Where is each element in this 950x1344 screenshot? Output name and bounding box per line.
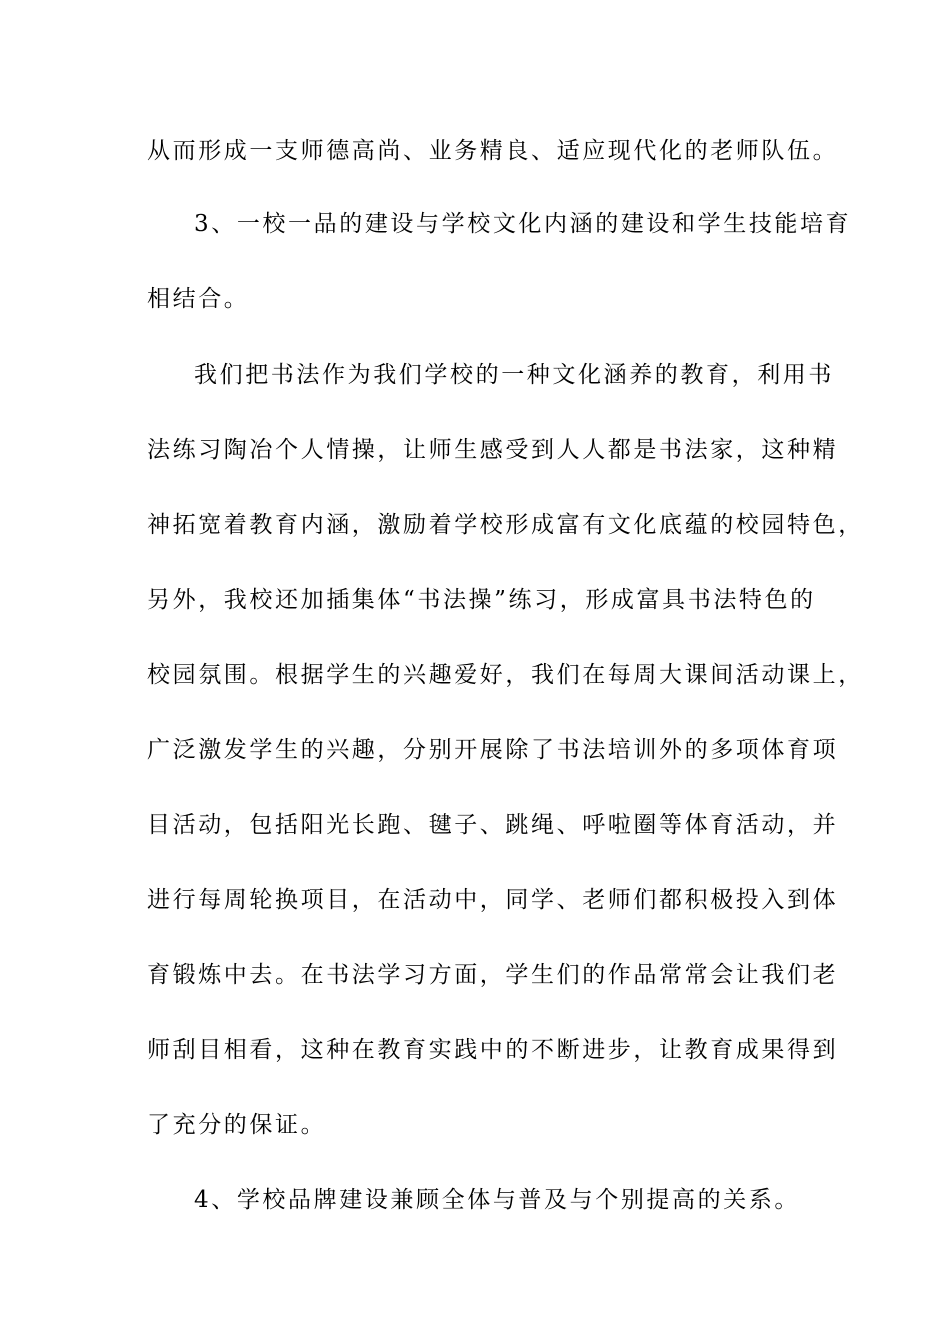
text-line: 进行每周轮换项目，在活动中，同学、老师们都积极投入到体 [147, 887, 839, 913]
text-line: 法练习陶冶个人情操，让师生感受到人人都是书法家，这种精 [147, 437, 839, 463]
text-line: 师刮目相看，这种在教育实践中的不断进步，让教育成果得到 [147, 1037, 839, 1063]
section-heading: 3、一校一品的建设与学校文化内涵的建设和学生技能培育 [194, 211, 852, 237]
section-heading: 4、学校品牌建设兼顾全体与普及与个别提高的关系。 [194, 1187, 801, 1213]
paragraph-first-line: 我们把书法作为我们学校的一种文化涵养的教育，利用书 [194, 362, 834, 388]
text-line: 另外，我校还加插集体“书法操”练习，形成富具书法特色的 [147, 587, 816, 613]
text-line: 了充分的保证。 [147, 1112, 327, 1138]
text-line: 校园氛围。根据学生的兴趣爱好，我们在每周大课间活动课上， [147, 662, 864, 688]
text-line: 育锻炼中去。在书法学习方面，学生们的作品常常会让我们老 [147, 962, 839, 988]
text-line: 广泛激发学生的兴趣，分别开展除了书法培训外的多项体育项 [147, 737, 839, 763]
text-line: 相结合。 [147, 286, 250, 312]
text-line: 神拓宽着教育内涵，激励着学校形成富有文化底蕴的校园特色， [147, 512, 864, 538]
text-line: 从而形成一支师德高尚、业务精良、适应现代化的老师队伍。 [147, 138, 839, 164]
text-line: 目活动，包括阳光长跑、毽子、跳绳、呼啦圈等体育活动，并 [147, 812, 839, 838]
